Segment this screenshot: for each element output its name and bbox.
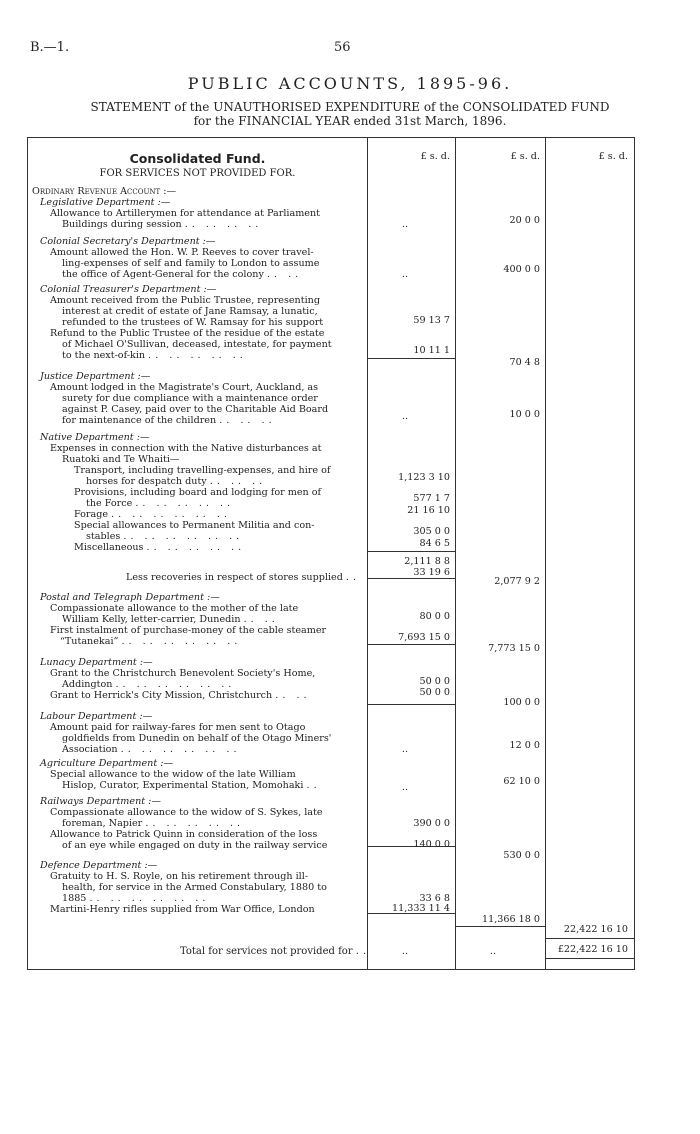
labour-line-3: Association .. .. .. .. .. .. bbox=[62, 744, 241, 755]
postal-col1-b: 7,693 15 0 bbox=[398, 632, 450, 643]
page-reference: B.—1. bbox=[30, 40, 70, 55]
grand-subtotal: 22,422 16 10 bbox=[563, 924, 628, 935]
statement-line-2: for the FINANCIAL YEAR ended 31st March, 1896. bbox=[193, 114, 507, 128]
native-misc-value: 84 6 5 bbox=[419, 538, 450, 549]
lunacy-dept: Lunacy Department :— bbox=[40, 657, 153, 668]
justice-line-3: against P. Casey, paid over to the Charitable Aid Board bbox=[62, 404, 329, 415]
postal-dept: Postal and Telegraph Department :— bbox=[40, 592, 220, 603]
colonial-treasurer-line-5: of Michael O'Sullivan, deceased, intestate, for payment bbox=[62, 339, 332, 350]
native-line-7: Forage .. .. .. .. .. .. bbox=[74, 509, 231, 520]
native-net-amount: 2,077 9 2 bbox=[494, 576, 540, 587]
col1-currency-header: £ s. d. bbox=[420, 151, 450, 162]
defence-line-3: 1885 .. .. .. .. .. .. bbox=[62, 893, 210, 904]
postal-line-3: First instalment of purchase-money of the cable steamer bbox=[50, 625, 327, 636]
native-line-4: horses for despatch duty .. .. .. bbox=[86, 476, 267, 487]
colonial-treasurer-amount: 70 4 8 bbox=[509, 357, 540, 368]
native-line-8: Special allowances to Permanent Militia and con- bbox=[74, 520, 315, 531]
lunacy-line-2: Addington .. .. .. .. .. .. bbox=[62, 679, 236, 690]
total-col2: .. bbox=[489, 946, 496, 957]
lunacy-col1-a: 50 0 0 bbox=[419, 676, 450, 687]
grand-total: £22,422 16 10 bbox=[557, 944, 628, 955]
colonial-secretary-dept: Colonial Secretary's Department :— bbox=[40, 236, 216, 247]
legislative-line-1: Allowance to Artillerymen for attendance at Parliament bbox=[50, 208, 321, 219]
defence-col1-a: 33 6 8 bbox=[419, 893, 450, 904]
defence-dept: Defence Department :— bbox=[40, 860, 158, 871]
labour-line-1: Amount paid for railway-fares for men sent to Otago bbox=[50, 722, 306, 733]
legislative-col1: .. bbox=[401, 219, 408, 230]
native-line-3: Transport, including travelling-expenses, and hire of bbox=[74, 465, 331, 476]
native-line-5: Provisions, including board and lodging for men of bbox=[74, 487, 322, 498]
total-col1: .. bbox=[401, 946, 408, 957]
colonial-treasurer-line-4: Refund to the Public Trustee of the residue of the estate bbox=[50, 328, 325, 339]
justice-dept: Justice Department :— bbox=[40, 371, 151, 382]
native-special-value: 305 0 0 bbox=[413, 526, 450, 537]
justice-amount: 10 0 0 bbox=[509, 409, 540, 420]
native-line-2: Ruatoki and Te Whaiti— bbox=[62, 454, 180, 465]
colonial-secretary-line-3: the office of Agent-General for the colony .. .. bbox=[62, 269, 303, 280]
fund-heading: Consolidated Fund. bbox=[129, 151, 266, 166]
colonial-treasurer-line-1: Amount received from the Public Trustee, representing bbox=[50, 295, 320, 306]
page-title: PUBLIC ACCOUNTS, 1895-96. bbox=[187, 74, 513, 93]
native-subtotal: 2,111 8 8 bbox=[404, 556, 450, 567]
agriculture-line-2: Hislop, Curator, Experimental Station, Momohaki .. bbox=[62, 780, 321, 791]
native-dept: Native Department :— bbox=[40, 432, 150, 443]
native-line-1: Expenses in connection with the Native disturbances at bbox=[50, 443, 322, 454]
native-transport-value: 1,123 3 10 bbox=[398, 472, 450, 483]
lunacy-line-3: Grant to Herrick's City Mission, Christchurch .. .. bbox=[50, 690, 311, 701]
colonial-treasurer-line-3: refunded to the trustees of W. Ramsay for his support bbox=[62, 317, 324, 328]
defence-line-2: health, for service in the Armed Constabulary, 1880 to bbox=[62, 882, 327, 893]
agriculture-amount: 62 10 0 bbox=[503, 776, 540, 787]
fund-subheading: FOR SERVICES NOT PROVIDED FOR. bbox=[99, 168, 296, 179]
labour-dept: Labour Department :— bbox=[40, 711, 153, 722]
ordinary-revenue-heading: Ordinary Revenue Account :— bbox=[32, 186, 177, 197]
defence-amount: 11,366 18 0 bbox=[482, 914, 540, 925]
agriculture-dept: Agriculture Department :— bbox=[40, 758, 174, 769]
railways-line-2: foreman, Napier .. .. .. .. .. bbox=[62, 818, 245, 829]
colonial-secretary-line-2: ling-expenses of self and family to London to assume bbox=[62, 258, 320, 269]
postal-line-2: William Kelly, letter-carrier, Dunedin .. .. bbox=[62, 614, 279, 625]
railways-col1-b: 140 0 0 bbox=[413, 839, 450, 850]
legislative-amount: 20 0 0 bbox=[509, 215, 540, 226]
railways-line-3: Allowance to Patrick Quinn in consideration of the loss bbox=[50, 829, 318, 840]
col2-currency-header: £ s. d. bbox=[510, 151, 540, 162]
native-recoveries: 33 19 6 bbox=[413, 567, 450, 578]
colonial-treasurer-line-2: interest at credit of estate of Jane Ramsay, a lunatic, bbox=[62, 306, 318, 317]
statement-line-1: STATEMENT of the UNAUTHORISED EXPENDITURE of the CONSOLIDATED FUND bbox=[90, 100, 610, 114]
railways-dept: Railways Department :— bbox=[40, 796, 161, 807]
postal-col1-a: 80 0 0 bbox=[419, 611, 450, 622]
defence-line-1: Gratuity to H. S. Royle, on his retirement through ill- bbox=[50, 871, 309, 882]
defence-col1-b: 11,333 11 4 bbox=[392, 903, 450, 914]
justice-col1: .. bbox=[401, 411, 408, 422]
native-line-9: stables .. .. .. .. .. .. bbox=[86, 531, 244, 542]
railways-col1-a: 390 0 0 bbox=[413, 818, 450, 829]
col3-currency-header: £ s. d. bbox=[598, 151, 628, 162]
colonial-treasurer-dept: Colonial Treasurer's Department :— bbox=[40, 284, 217, 295]
page-number: 56 bbox=[334, 40, 351, 55]
justice-line-1: Amount lodged in the Magistrate's Court, Auckland, as bbox=[50, 382, 319, 393]
colonial-secretary-col1: .. bbox=[401, 269, 408, 280]
defence-line-4: Martini-Henry rifles supplied from War Office, London bbox=[50, 904, 315, 915]
lunacy-line-1: Grant to the Christchurch Benevolent Society's Home, bbox=[50, 668, 316, 679]
colonial-treasurer-col1-a: 59 13 7 bbox=[413, 315, 450, 326]
legislative-line-2: Buildings during session .. .. .. .. bbox=[62, 219, 263, 230]
justice-line-4: for maintenance of the children .. .. .. bbox=[62, 415, 276, 426]
postal-line-4: “Tutanekai” .. .. .. .. .. .. bbox=[60, 636, 242, 647]
agriculture-line-1: Special allowance to the widow of the late William bbox=[50, 769, 296, 780]
native-line-10: Miscellaneous .. .. .. .. .. bbox=[74, 542, 246, 553]
agriculture-col1: .. bbox=[401, 782, 408, 793]
labour-amount: 12 0 0 bbox=[509, 740, 540, 751]
total-label: Total for services not provided for .. bbox=[180, 946, 371, 957]
postal-line-1: Compassionate allowance to the mother of the late bbox=[50, 603, 299, 614]
labour-line-2: goldfields from Dunedin on behalf of the Otago Miners' bbox=[62, 733, 332, 744]
railways-line-4: of an eye while engaged on duty in the railway service bbox=[62, 840, 328, 851]
lunacy-col1-b: 50 0 0 bbox=[419, 687, 450, 698]
native-line-6: the Force .. .. .. .. .. bbox=[86, 498, 235, 509]
lunacy-amount: 100 0 0 bbox=[503, 697, 540, 708]
railways-line-1: Compassionate allowance to the widow of S. Sykes, late bbox=[50, 807, 323, 818]
colonial-secretary-line-1: Amount allowed the Hon. W. P. Reeves to cover travel- bbox=[50, 247, 314, 258]
native-provisions-value: 577 1 7 bbox=[413, 493, 450, 504]
railways-amount: 530 0 0 bbox=[503, 850, 540, 861]
colonial-secretary-amount: 400 0 0 bbox=[503, 264, 540, 275]
labour-col1: .. bbox=[401, 744, 408, 755]
colonial-treasurer-col1-b: 10 11 1 bbox=[413, 345, 450, 356]
native-less-recoveries: Less recoveries in respect of stores supplied .. bbox=[126, 572, 361, 583]
colonial-treasurer-line-6: to the next-of-kin .. .. .. .. .. bbox=[62, 350, 247, 361]
legislative-dept: Legislative Department :— bbox=[40, 197, 171, 208]
native-forage-value: 21 16 10 bbox=[407, 505, 450, 516]
justice-line-2: surety for due compliance with a maintenance order bbox=[62, 393, 318, 404]
postal-amount: 7,773 15 0 bbox=[488, 643, 540, 654]
